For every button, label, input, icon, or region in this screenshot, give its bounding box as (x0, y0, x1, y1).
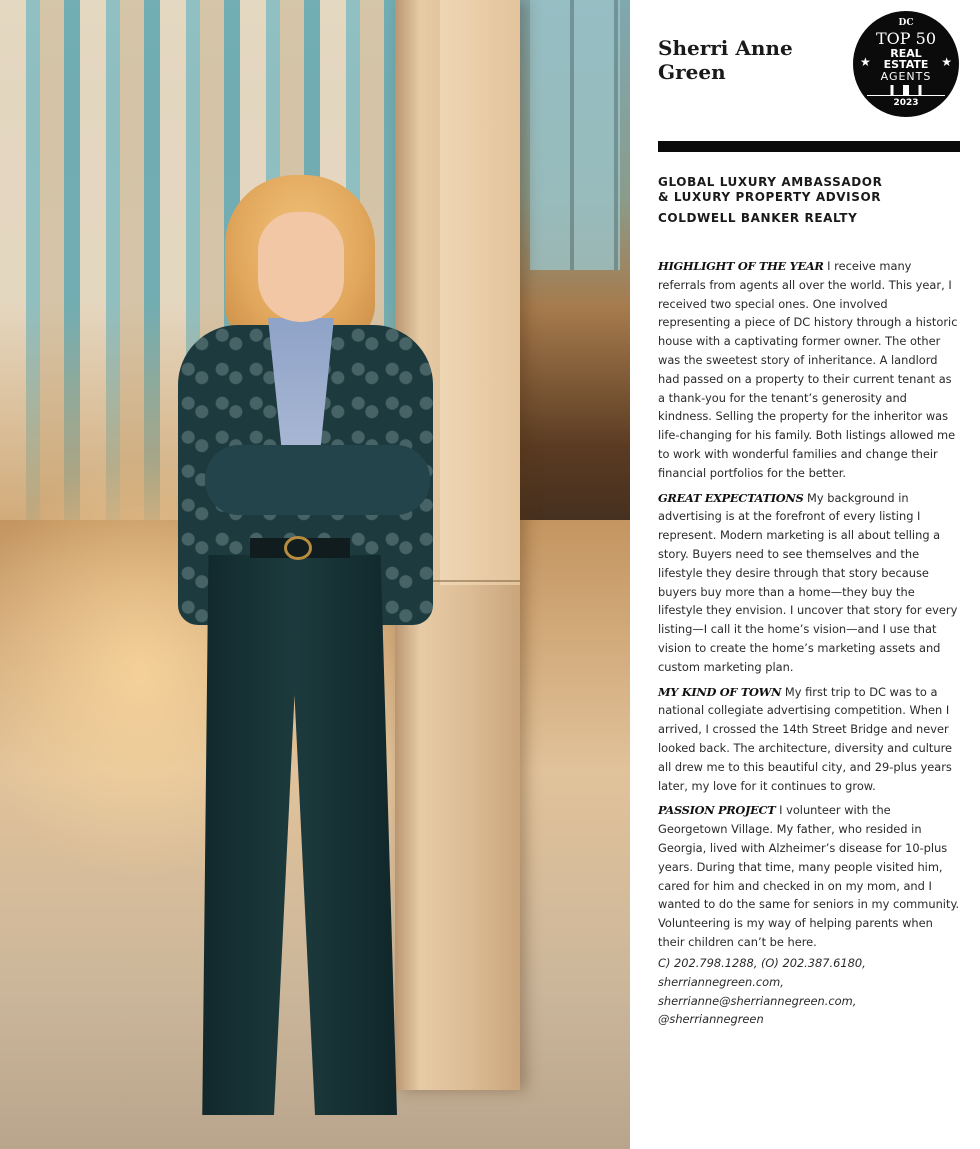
agent-name-last: Green (658, 60, 726, 84)
agent-belt-buckle (284, 536, 312, 560)
badge-year: 2023 (893, 98, 919, 108)
section-expectations (658, 489, 962, 677)
section-heading: HIGHLIGHT OF THE YEAR (658, 259, 824, 273)
section-text: My background in advertising is at the forefront of every listing I represent. Modern marketing is all about telling a story. Buyers need to see themselves and the lifestyle they desire through that story because buyers buy more than a home—they buy the lifestyle they envision. I uncover that story for every listing—I call it the home’s vision—and I use that vision to create the home’s marketing assets and custom marketing plan. (658, 490, 958, 674)
section-text: My first trip to DC was to a national collegiate advertising competition. When I arrived, I crossed the 14th Street Bridge and never looked back. The architecture, diversity and culture all drew me to this beautiful city, and 29-plus years later, my love for it continues to grow. (658, 684, 953, 793)
profile-body (658, 257, 962, 958)
contact-email: sherrianne@sherriannegreen.com, (658, 993, 857, 1008)
contact-info (658, 954, 962, 1029)
section-text: I receive many referrals from agents all over the world. This year, I received two special ones. One involved representing a piece of DC history through a historic house with a captivating former owner. The other was the sweetest story of inheritance. A landlord had passed on a property to their current tenant as a thank-you for the tenant’s generosity and kindness. Selling the property for the inheritor was life-changing for his family. Both listings allowed me to work with wonderful families and change their financial portfolios for the better. (658, 259, 958, 480)
top-50-agents-badge (853, 11, 959, 117)
contact-phones: C) 202.798.1288, (O) 202.387.6180, (658, 956, 866, 970)
contact-social: @sherriannegreen (658, 1012, 764, 1027)
badge-real-label: REAL (890, 47, 922, 60)
agent-crossed-arms (205, 445, 430, 515)
section-town (658, 683, 962, 796)
section-heading: MY KIND OF TOWN (658, 684, 782, 699)
agent-face (258, 212, 344, 322)
section-passion (658, 801, 962, 951)
star-icon: ★ (860, 55, 871, 69)
badge-agents-label: AGENTS (880, 70, 932, 83)
agent-company: COLDWELL BANKER REALTY (658, 211, 858, 225)
agent-name-first: Sherri Anne (658, 36, 793, 60)
badge-estate-label: ESTATE (883, 58, 929, 71)
agent-name (658, 36, 838, 84)
section-highlight (658, 257, 962, 483)
section-text: I volunteer with the Georgetown Village. My father, who resided in Georgia, lived with Alzheimer’s disease for 10-plus years. During that time, many people visited him, cared for him and checked in on my mom, and I wanted to do the same for seniors in my community. Volunteering is my way of helping parents when their children can’t be here. (658, 803, 960, 949)
star-icon: ★ (941, 55, 952, 69)
badge-dc-label: DC (898, 18, 914, 28)
agent-title-line2: & LUXURY PROPERTY ADVISOR (658, 189, 882, 204)
section-heading: GREAT EXPECTATIONS (658, 490, 804, 505)
badge-top-label: TOP 50 (876, 29, 936, 48)
agent-pants (192, 555, 397, 1115)
header-rule (658, 141, 960, 152)
agent-title (658, 175, 958, 204)
contact-website: sherriannegreen.com, (658, 974, 784, 989)
section-heading: PASSION PROJECT (658, 803, 776, 818)
agent-title-line1: GLOBAL LUXURY AMBASSADOR (658, 175, 883, 189)
capitol-skyline-icon (867, 85, 945, 96)
